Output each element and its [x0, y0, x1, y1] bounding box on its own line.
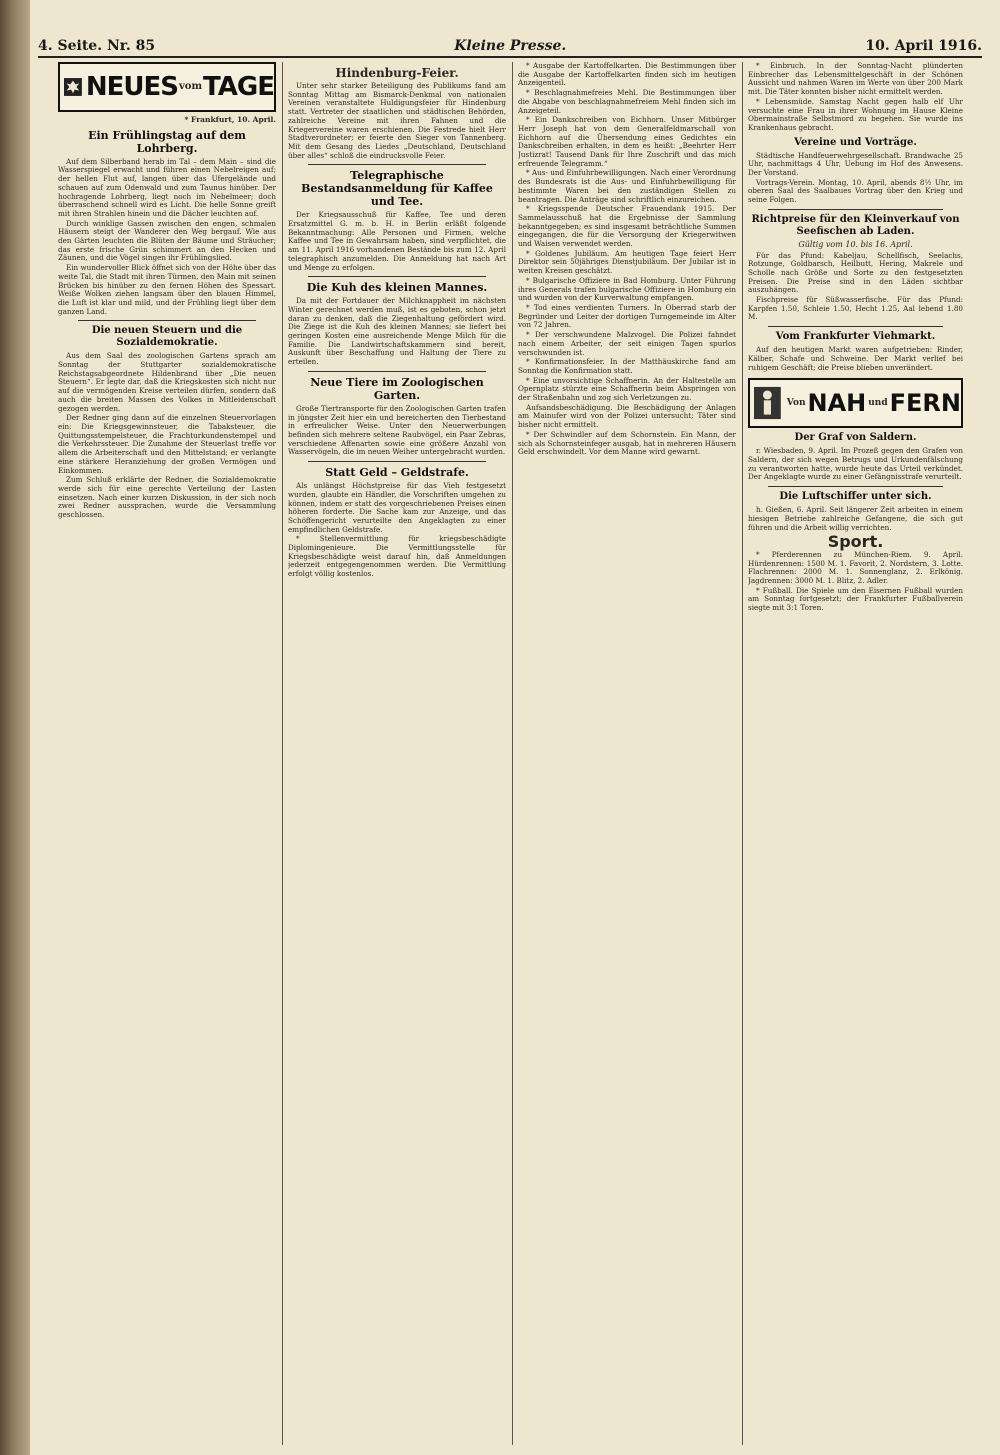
news-item: Vortrags-Verein. Montag, 10. April, abends 8½ Uhr, im oberen Saal des Saalbaues Vortrag über den Krieg und seine Folgen. [748, 177, 963, 205]
news-item: * Bulgarische Offiziere in Bad Homburg. Unter Führung ihres Generals trafen bulgarische Offiziere in Homburg ein und wurden von der Kurverwaltung empfangen. [518, 275, 736, 303]
headline-richtpreise: Richtpreise für den Kleinverkauf von Seefischen ab Laden. [751, 213, 960, 237]
headline-vereine-vortraege: Vereine und Vorträge. [794, 136, 917, 148]
news-item: * Fußball. Die Spiele um den Eisernen Fußball wurden am Sonntag fortgesetzt; der Frankfurter Fußballverein siegte mit 3:1 Toren. [748, 585, 963, 613]
headline-kaffee-tee: Telegraphische Bestandsanmeldung für Kaffee und Tee. [301, 169, 493, 209]
headline-hindenburg-feier: Hindenburg-Feier. [335, 66, 459, 80]
news-item: * Der verschwundene Malzvogel. Die Polizei fahndet nach einem Arbeiter, der seit einigen Tagen spurlos verschwunden ist. [518, 330, 736, 357]
headline-kuh-des-kleinen-mannes: Die Kuh des kleinen Mannes. [306, 281, 488, 295]
section-divider [78, 320, 256, 321]
news-item: * Eine unvorsichtige Schaffnerin. An der Haltestelle am Opernplatz stürzte eine Schaffnerin beim Abspringen von der Straßenbahn und zog sich Verletzungen zu. [518, 375, 736, 403]
section-divider [768, 486, 943, 487]
headline-luftschiffer: Die Luftschiffer unter sich. [779, 491, 932, 503]
news-item: * Pferderennen zu München-Riem. 9. April. Hürdenrennen: 1500 M. 1. Favorit, 2. Nordstern, 3. Lotte. Flachrennen: 2000 M. 1. Sonnenglanz, 2. Erlkönig. Jagdrennen: 3000 M. 1. Blitz, 2. Adler. [748, 549, 963, 586]
logo-word-neues: NEUES [85, 71, 178, 102]
news-item: * Beschlagnahmefreies Mehl. Die Bestimmungen über die Abgabe von beschlagnahmefreiem Mehl finden sich im Anzeigeteil. [518, 88, 736, 115]
news-item: Städtische Handfeuerwehrgesellschaft. Brandwache 25 Uhr, nachmittags 4 Uhr, Uebung im Hof des Anwesens. Der Vorstand. [748, 150, 963, 178]
headline-neue-tiere: Neue Tiere im Zoologischen Garten. [310, 375, 484, 402]
news-item: * Lebensmüde. Samstag Nacht gegen halb elf Uhr versuchte eine Frau in ihrer Wohnung im Hause Kleine Obermainstraße Selbstmord zu begehen. Sie wurde ins Krankenhaus gebracht. [748, 96, 963, 132]
neues-vom-tage-logo [58, 62, 276, 112]
section-divider [768, 209, 943, 210]
section-title-sport: Sport. [827, 532, 884, 552]
headline-statt-geld: Statt Geld – Geldstrafe. [325, 466, 469, 480]
eagle-emblem-icon [64, 67, 82, 107]
column-rule [282, 62, 283, 1445]
news-item: * Kriegsspende Deutscher Frauendank 1915. Der Sammelausschuß hat die Ergebnisse der Sammlung bekanntgegeben; es sind insgesamt beträchtliche Summen eingegangen, die für die Versorgung der Kriegerwitwen und Waisen verwendet werden. [518, 204, 736, 249]
news-item: h. Gießen, 6. April. Seit längerer Zeit arbeiten in einem hiesigen Betriebe zahlreiche Gefangene, die sich gut führen und die Arbeit willig verrichten. [748, 505, 963, 532]
news-item: * Der Schwindler auf dem Schornstein. Ein Mann, der sich als Schornsteinfeger ausgab, hat in mehreren Häusern Geld erschwindelt. Vor dem Manne wird gewarnt. [518, 429, 736, 457]
logo2-word-fern: FERN [889, 388, 961, 417]
news-item: * Ein Dankschreiben von Eichhorn. Unser Mitbürger Herr Joseph hat von dem Generalfeldmarschall von Eichhorn auf die Übersendung eines Gedichtes ein Dankschreiben erhalten, in dem es heißt: „Beehrter Herr Justizrat! Tausend Dank für Ihre Zuschrift und das mich erfreuende Telegramm.“ [518, 115, 736, 168]
news-item: * Tod eines verdienten Turners. In Oberrad starb der Begründer und Leiter der dortigen Turngemeinde im Alter von 72 Jahren. [518, 302, 736, 330]
logo-word-vom: vom [178, 80, 203, 92]
headline-graf-saldern: Der Graf von Saldern. [794, 432, 917, 444]
article-paragraph: Durch winklige Gassen zwischen den engen, schmalen Häusern steigt der Wanderer den Weg bergauf. Wie aus den Gärten leuchten die Blüten der Bäume und Sträucher; das erste frische Grün schimmert an den Hecken und Zäunen, und die Vögel singen ihr Frühlingslied. [58, 218, 276, 263]
article-paragraph: Da mit der Fortdauer der Milchknappheit im nächsten Winter gerechnet werden muß, ist es geboten, schon jetzt daran zu denken, daß die Ziegenhaltung gefördert wird. Die Ziege ist die Kuh des kleinen Mannes; sie liefert bei geringen Kosten eine ausreichende Menge Milch für die Familie. Die Landwirtschaftskammern sind bereit, Auskunft über Beschaffung und Haltung der Tiere zu erteilen. [288, 296, 506, 367]
news-item: Fischpreise für Süßwasserfische. Für das Pfund: Karpfen 1.50, Schleie 1.50, Hecht 1.25, Aal lebend 1.80 M. [748, 295, 963, 322]
column-3 [518, 62, 736, 1447]
figure-emblem-icon [754, 385, 781, 421]
section-divider [308, 461, 486, 462]
header-date: 10. April 1916. [865, 38, 982, 54]
news-item: * Goldenes Jubiläum. Am heutigen Tage feiert Herr Direktor sein 50jähriges Dienstjubiläum. Der Jubilar ist in weiten Kreisen geschätzt. [518, 248, 736, 276]
news-item: * Einbruch. In der Sonntag-Nacht plünderten Einbrecher das Lebensmittelgeschäft in der Schönen Aussicht und nahmen Waren im Werte von über 200 Mark mit. Die Täter konnten bisher nicht ermittelt werden. [748, 62, 963, 97]
column-2 [288, 62, 506, 1447]
news-item: r. Wiesbaden, 9. April. Im Prozeß gegen den Grafen von Saldern, der sich wegen Betrugs und Urkundenfälschung zu verantworten hatte, wurde heute das Urteil verkündet. Der Angeklagte wurde zu einer Gefängnisstrafe verurteilt. [748, 446, 963, 482]
headline-steuern: Die neuen Steuern und die Sozialdemokratie. [91, 325, 243, 349]
news-item: Auf den heutigen Markt waren aufgetrieben: Rinder, Kälber, Schafe und Schweine. Der Markt verlief bei ruhigem Geschäft; die Preise blieben unverändert. [748, 345, 963, 372]
logo2-word-nah: NAH [807, 388, 867, 417]
news-item: * Konfirmationsfeier. In der Matthäuskirche fand am Sonntag die Konfirmation statt. [518, 357, 736, 375]
article-paragraph: * Stellenvermittlung für kriegsbeschädigte Diplomingenieure. Die Vermittlungsstelle für Kriegsbeschädigte weist darauf hin, daß Anmeldungen jederzeit entgegengenommen werden. Die Vermittlung erfolgt völlig kostenlos. [288, 534, 506, 579]
article-paragraph: Der Redner ging dann auf die einzelnen Steuervorlagen ein: Die Kriegsgewinnsteuer, die Tabaksteuer, die Quittungsstempelsteuer, die Frachturkundenstempel und die Verkehrssteuer. Die Zunahme der Steuerlast treffe vor allem die Arbeiterschaft und den Mittelstand; er verlangte eine stärkere Heranziehung der großen Vermögen und Einkommen. [58, 413, 276, 475]
von-nah-und-fern-logo [748, 378, 963, 428]
logo2-word-und: und [868, 397, 888, 408]
section-divider [308, 371, 486, 372]
article-paragraph: Der Kriegsausschuß für Kaffee, Tee und deren Ersatzmittel G. m. b. H. in Berlin erläßt folgende Bekanntmachung: Alle Personen und Firmen, welche Kaffee und Tee in Gewahrsam haben, sind verpflichtet, die am 11. April 1916 vorhandenen Bestände bis zum 12. April telegraphisch anzumelden. Die Anmeldung hat nach Art und Menge zu erfolgen. [288, 210, 506, 272]
news-item: Für das Pfund: Kabeljau, Schellfisch, Seelachs, Rotzunge, Goldbarsch, Heilbutt, Hering, Makrele und Scholle nach Größe und Sorte zu den festgesetzten Preisen. Die Preise sind in den Läden sichtbar auszuhängen. [748, 250, 963, 295]
article-paragraph: Ein wundervoller Blick öffnet sich von der Höhe über das weite Tal, die Stadt mit ihren Türmen, den Main mit seinen Brücken bis hinüber zu den fernen Höhen des Spessart. Weiße Wolken ziehen langsam über den blauen Himmel, die Luft ist klar und mild, und der Frühling liegt über dem ganzen Land. [58, 263, 276, 316]
article-paragraph: Große Tiertransporte für den Zoologischen Garten trafen in jüngster Zeit hier ein und bereicherten den Tierbestand in erfreulicher Weise. Unter den Neuerwerbungen befinden sich mehrere seltene Raubvögel, ein Paar Zebras, verschiedene Affenarten sowie eine größere Anzahl von Wasservögeln, die im neuen Weiher untergebracht wurden. [288, 403, 506, 457]
logo2-word-von: Von [786, 397, 806, 408]
article-paragraph: Als unlängst Höchstpreise für das Vieh festgesetzt wurden, glaubte ein Händler, die Vorschriften umgehen zu können, indem er statt des vorgeschriebenen Preises einen höheren forderte. Die Sache kam zur Anzeige, und das Schöffengericht verurteilte den Angeklagten zu einer empfindlichen Geldstrafe. [288, 481, 506, 534]
article-paragraph: Auf dem Silberband herab im Tal – dem Main – sind die Wasserspiegel erwacht und führen einen Nebelreigen auf; der hellen Flut auf, langen über das Ufergelände und schauen auf zum Odenwald und zum Taunus hinüber. Der hochragende Lohrberg, liegt noch im Nebelmeer; doch überraschend schnell wird es Licht. Die helle Sonne greift mit ihren Strahlen hinein und die Dächer leuchten auf. [58, 156, 276, 218]
article-paragraph: Zum Schluß erklärte der Redner, die Sozialdemokratie werde sich für eine gerechte Verteilung der Lasten einsetzen. Nach einer kurzen Diskussion, in der sich noch zwei Redner aussprachen, wurde die Versammlung geschlossen. [58, 475, 276, 520]
header-page-number: 4. Seite. Nr. 85 [38, 38, 156, 54]
article-paragraph: Aus dem Saal des zoologischen Gartens sprach am Sonntag der Stuttgarter sozialdemokratische Reichstagsabgeordnete Hildenbrand über „Die neuen Steuern“. Er legte dar, daß die Kriegskosten sich nicht nur auf die vermögenden Kreise verteilen dürfen, sondern daß auch die breiten Massen des Volkes in Mitleidenschaft gezogen werden. [58, 351, 276, 413]
logo-word-tage: TAGE [203, 71, 274, 102]
article-paragraph: Unter sehr starker Beteiligung des Publikums fand am Sonntag Mittag am Bismarck-Denkmal von nationalen Vereinen veranstaltete Huldigungsfeier für Hindenburg statt. Vertreter der staatlichen und städtischen Behörden, zahlreiche Vereine mit ihren Fahnen und die Kriegervereine waren erschienen. Die Festrede hielt Herr Stadtverordneter; er feierte den Sieger von Tannenberg. Mit dem Gesang des Liedes „Deutschland, Deutschland über alles“ schloß die eindrucksvolle Feier. [288, 81, 506, 160]
book-binding [0, 0, 30, 1455]
header-newspaper-title: Kleine Presse. [454, 38, 567, 54]
column-rule [512, 62, 513, 1445]
section-divider [308, 276, 486, 277]
column-4 [748, 62, 963, 1447]
news-item: * Ausgabe der Kartoffelkarten. Die Bestimmungen über die Ausgabe der Kartoffelkarten finden sich im heutigen Anzeigenteil. [518, 62, 736, 88]
news-item: * Aus- und Einfuhrbewilligungen. Nach einer Verordnung des Bundesrats ist die Aus- und Einfuhrbewilligung für bestimmte Waren bei den zuständigen Stellen zu beantragen. Die Anträge sind schriftlich einzureichen. [518, 168, 736, 204]
section-divider [308, 164, 486, 165]
headline-fruehlingstag: Ein Frühlingstag auf dem Lohrberg. [88, 128, 246, 155]
news-item: Aufsandsbeschädigung. Die Beschädigung der Anlagen am Mainufer wird von der Polizei untersucht; Täter sind bisher nicht ermittelt. [518, 402, 736, 430]
column-rule [742, 62, 743, 1445]
section-divider [768, 326, 943, 327]
dateline: * Frankfurt, 10. April. [184, 115, 276, 124]
page-header [38, 28, 982, 58]
column-1 [58, 62, 276, 1447]
headline-viehmarkt: Vom Frankfurter Viehmarkt. [775, 331, 936, 343]
richtpreise-validity: Gültig vom 10. bis 16. April. [798, 239, 913, 249]
